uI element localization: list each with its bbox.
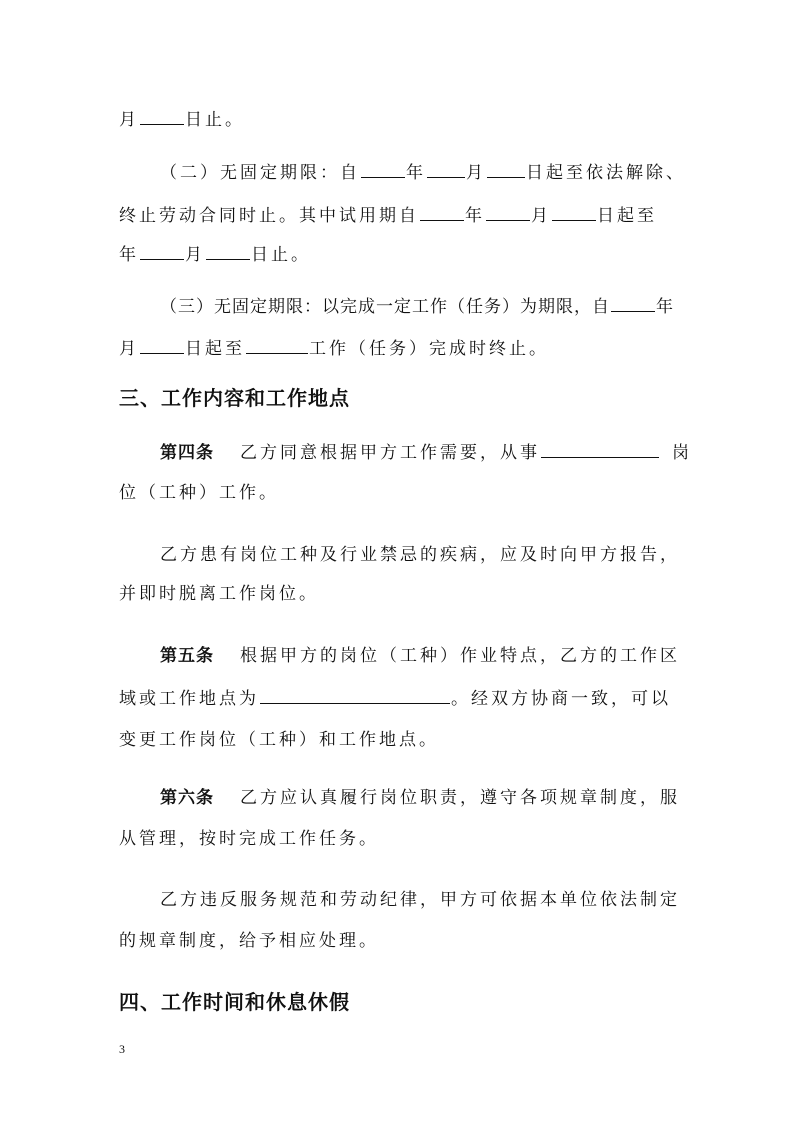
text: （三）无固定期限：以完成一定工作（任务）为期限，自 bbox=[160, 297, 610, 317]
text: 年 bbox=[406, 163, 426, 183]
page-number: 3 bbox=[119, 1042, 125, 1056]
article-6-para-2-line-1: 乙方违反服务规范和劳动纪律，甲方可依据本单位依法制定 bbox=[160, 890, 680, 910]
section-heading: 四、工作时间和休息休假 bbox=[119, 990, 350, 1014]
text: 月 bbox=[185, 245, 205, 265]
article-label: 第四条 bbox=[160, 443, 214, 463]
text: 乙方同意根据甲方工作需要，从事 bbox=[240, 443, 540, 463]
blank-field[interactable] bbox=[206, 241, 250, 260]
term-2-line-2 bbox=[119, 202, 657, 228]
blank-field[interactable] bbox=[140, 335, 184, 354]
text: 日止。 bbox=[185, 110, 245, 130]
article-4-line-2: 位（工种）工作。 bbox=[119, 483, 279, 503]
text: 月 bbox=[119, 339, 139, 359]
article-label: 第五条 bbox=[160, 646, 214, 666]
blank-field[interactable] bbox=[260, 685, 450, 704]
article-5-line-3: 变更工作岗位（工种）和工作地点。 bbox=[119, 730, 439, 750]
text: 岗 bbox=[672, 443, 692, 463]
term-3-line-2 bbox=[119, 335, 549, 361]
blank-field[interactable] bbox=[541, 439, 659, 458]
text: 月 bbox=[119, 110, 139, 130]
blank-field[interactable] bbox=[361, 159, 405, 178]
blank-field[interactable] bbox=[611, 293, 655, 312]
text: 日起至 bbox=[185, 339, 245, 359]
text: 年 bbox=[656, 297, 674, 317]
text: 工作（任务）完成时终止。 bbox=[309, 339, 549, 359]
text: （二）无固定期限：自 bbox=[160, 163, 360, 183]
text: 年 bbox=[119, 245, 139, 265]
term-line-1 bbox=[119, 106, 245, 132]
blank-field[interactable] bbox=[552, 202, 596, 221]
article-6-line-2: 从管理，按时完成工作任务。 bbox=[119, 829, 379, 849]
article-4-line-1 bbox=[160, 439, 692, 465]
blank-field[interactable] bbox=[140, 106, 184, 125]
term-2-line-3 bbox=[119, 241, 311, 267]
text: 日起至依法解除、 bbox=[526, 163, 686, 183]
article-6-para-2-line-2: 的规章制度，给予相应处理。 bbox=[119, 931, 379, 951]
blank-field[interactable] bbox=[487, 159, 525, 178]
text: 。经双方协商一致，可以 bbox=[451, 689, 671, 709]
blank-field[interactable] bbox=[420, 202, 464, 221]
text: 年 bbox=[465, 206, 485, 226]
article-4-para-2-line-1: 乙方患有岗位工种及行业禁忌的疾病，应及时向甲方报告， bbox=[160, 545, 680, 565]
article-6-line-1 bbox=[160, 786, 680, 810]
text: 乙方应认真履行岗位职责，遵守各项规章制度，服 bbox=[240, 788, 680, 808]
term-2-line-1 bbox=[160, 159, 686, 185]
blank-field[interactable] bbox=[486, 202, 530, 221]
blank-field[interactable] bbox=[140, 241, 184, 260]
text: 日起至 bbox=[597, 206, 657, 226]
text: 月 bbox=[531, 206, 551, 226]
text: 月 bbox=[466, 163, 486, 183]
text: 根据甲方的岗位（工种）作业特点，乙方的工作区 bbox=[240, 646, 680, 666]
term-3-line-1 bbox=[160, 293, 674, 319]
blank-field[interactable] bbox=[246, 335, 308, 354]
section-heading: 三、工作内容和工作地点 bbox=[119, 386, 350, 410]
article-label: 第六条 bbox=[160, 788, 214, 808]
text: 终止劳动合同时止。其中试用期自 bbox=[119, 206, 419, 226]
article-5-line-2 bbox=[119, 685, 671, 711]
article-5-line-1 bbox=[160, 644, 680, 668]
article-4-para-2-line-2: 并即时脱离工作岗位。 bbox=[119, 584, 319, 604]
blank-field[interactable] bbox=[427, 159, 465, 178]
text: 日止。 bbox=[251, 245, 311, 265]
text: 域或工作地点为 bbox=[119, 689, 259, 709]
